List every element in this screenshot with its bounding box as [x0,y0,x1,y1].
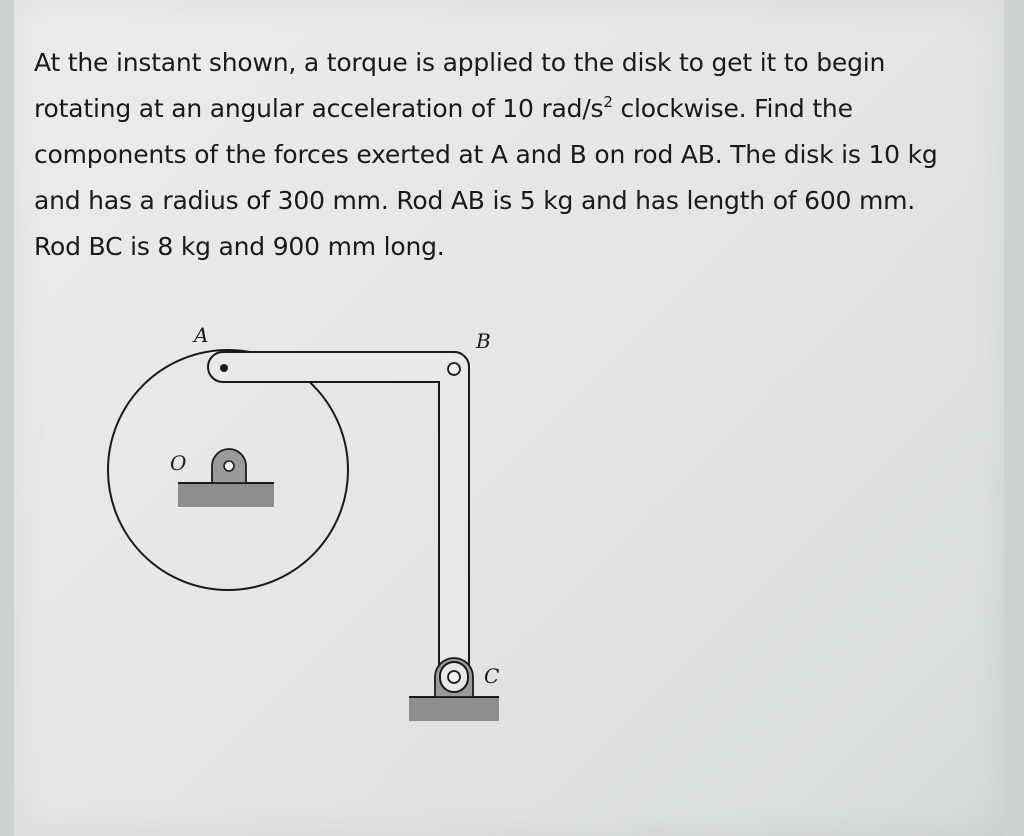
pin-a [220,364,228,372]
label-a: A [194,323,209,347]
ground-o [178,483,274,507]
rod-ab [208,352,468,382]
label-o: O [170,451,187,475]
problem-line-4: and has a radius of 300 mm. Rod AB is 5 kg and has length of 600 mm. [34,186,916,215]
rod-bc [439,352,469,692]
pin-b [448,363,460,375]
pin-c [448,671,460,683]
problem-line-2-text: rotating at an angular acceleration of 10 rad/s [34,94,604,123]
exponent: 2 [603,93,613,111]
problem-line-3: components of the forces exerted at A and B on rod AB. The disk is 10 kg [34,140,938,169]
ground-c [409,697,499,721]
problem-line-5: Rod BC is 8 kg and 900 mm long. [34,232,445,261]
pin-o [224,461,234,471]
label-c: C [484,664,500,688]
label-b: B [476,329,491,353]
problem-line-2-tail: clockwise. Find the [612,94,853,123]
problem-line-1: At the instant shown, a torque is applied to the disk to get it to begin [34,48,886,77]
